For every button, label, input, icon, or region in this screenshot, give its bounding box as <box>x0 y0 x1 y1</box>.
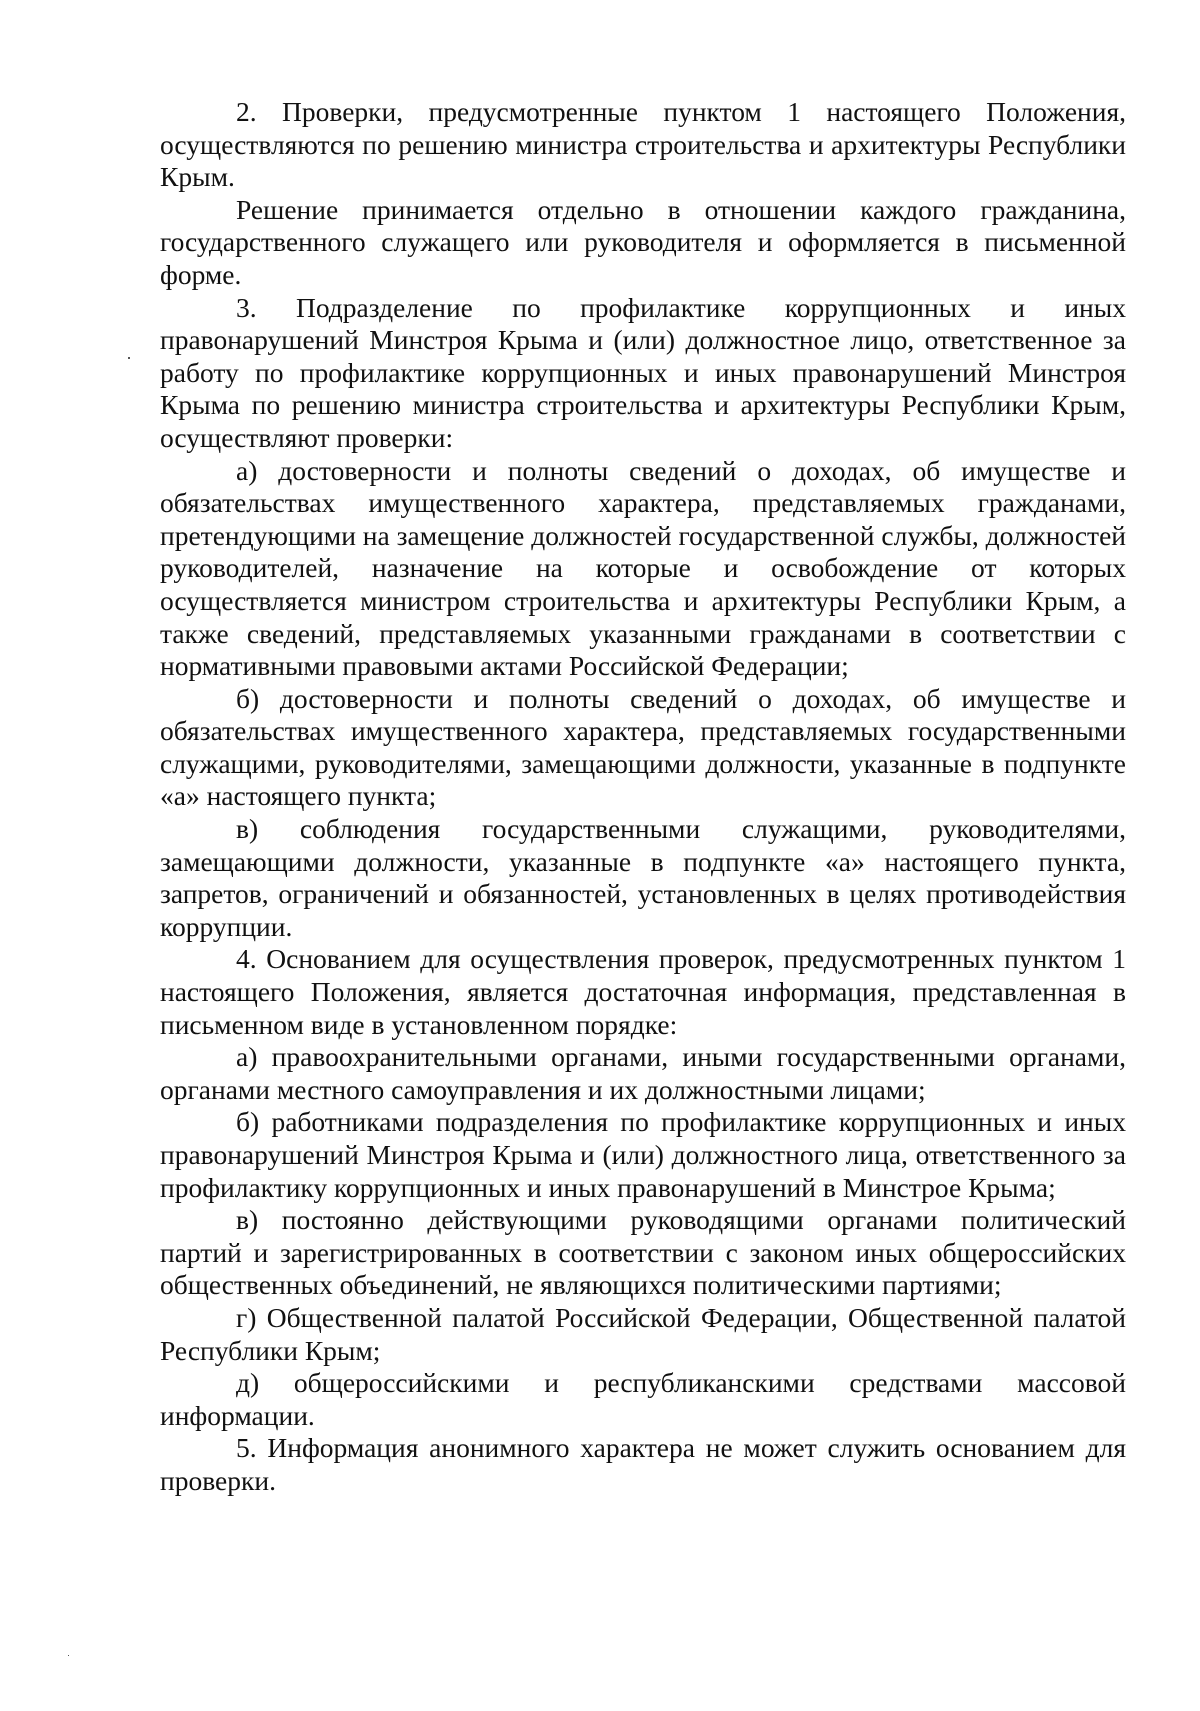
paragraph-4b: б) работниками подразделения по профилактике коррупционных и иных правонарушений Минстроя Крыма и (или) должностного лица, ответственного за профилактику коррупционных и иных правонарушений в Минстрое Крыма; <box>160 1106 1126 1203</box>
paragraph-4a: а) правоохранительными органами, иными государственными органами, органами местного самоуправления и их должностными лицами; <box>160 1041 1126 1105</box>
paragraph-2: 2. Проверки, предусмотренные пунктом 1 настоящего Положения, осуществляются по решению министра строительства и архитектуры Республики Крым. <box>160 96 1126 193</box>
paragraph-3: 3. Подразделение по профилактике коррупционных и иных правонарушений Минстроя Крыма и (или) должностное лицо, ответственное за работу по профилактике коррупционных и иных правонарушений Минстроя Крыма по решению министра строительства и архитектуры Республики Крым, осуществляют проверки: <box>160 291 1126 453</box>
paragraph-4: 4. Основанием для осуществления проверок, предусмотренных пунктом 1 настоящего Положения, является достаточная информация, представленная в письменном виде в установленном порядке: <box>160 943 1126 1040</box>
paragraph-3v: в) соблюдения государственными служащими, руководителями, замещающими должности, указанные в подпункте «а» настоящего пункта, запретов, ограничений и обязанностей, установленных в целях противодействия коррупции. <box>160 813 1126 942</box>
document-body <box>160 96 1126 1498</box>
paragraph-4d: д) общероссийскими и республиканскими средствами массовой информации. <box>160 1367 1126 1431</box>
scan-speck <box>68 1655 69 1656</box>
paragraph-3a: а) достоверности и полноты сведений о доходах, об имуществе и обязательствах имущественного характера, представляемых гражданами, претендующими на замещение должностей государственной службы, должностей руководителей, назначение на которые и освобождение от которых осуществляется министром строительства и архитектуры Республики Крым, а также сведений, представляемых указанными гражданами в соответствии с нормативными правовыми актами Российской Федерации; <box>160 454 1126 682</box>
paragraph-4g: г) Общественной палатой Российской Федерации, Общественной палатой Республики Крым; <box>160 1301 1126 1366</box>
scan-speck <box>128 357 130 359</box>
paragraph-decision: Решение принимается отдельно в отношении каждого гражданина, государственного служащего или руководителя и оформляется в письменной форме. <box>160 193 1126 290</box>
paragraph-4v: в) постоянно действующими руководящими органами политический партий и зарегистрированных в соответствии с законом иных общероссийских общественных объединений, не являющихся политическими партиями; <box>160 1204 1126 1301</box>
paragraph-5: 5. Информация анонимного характера не может служить основанием для проверки. <box>160 1432 1126 1496</box>
paragraph-3b: б) достоверности и полноты сведений о доходах, об имуществе и обязательствах имущественного характера, представляемых государственными служащими, руководителями, замещающими должности, указанные в подпункте «а» настоящего пункта; <box>160 682 1126 812</box>
